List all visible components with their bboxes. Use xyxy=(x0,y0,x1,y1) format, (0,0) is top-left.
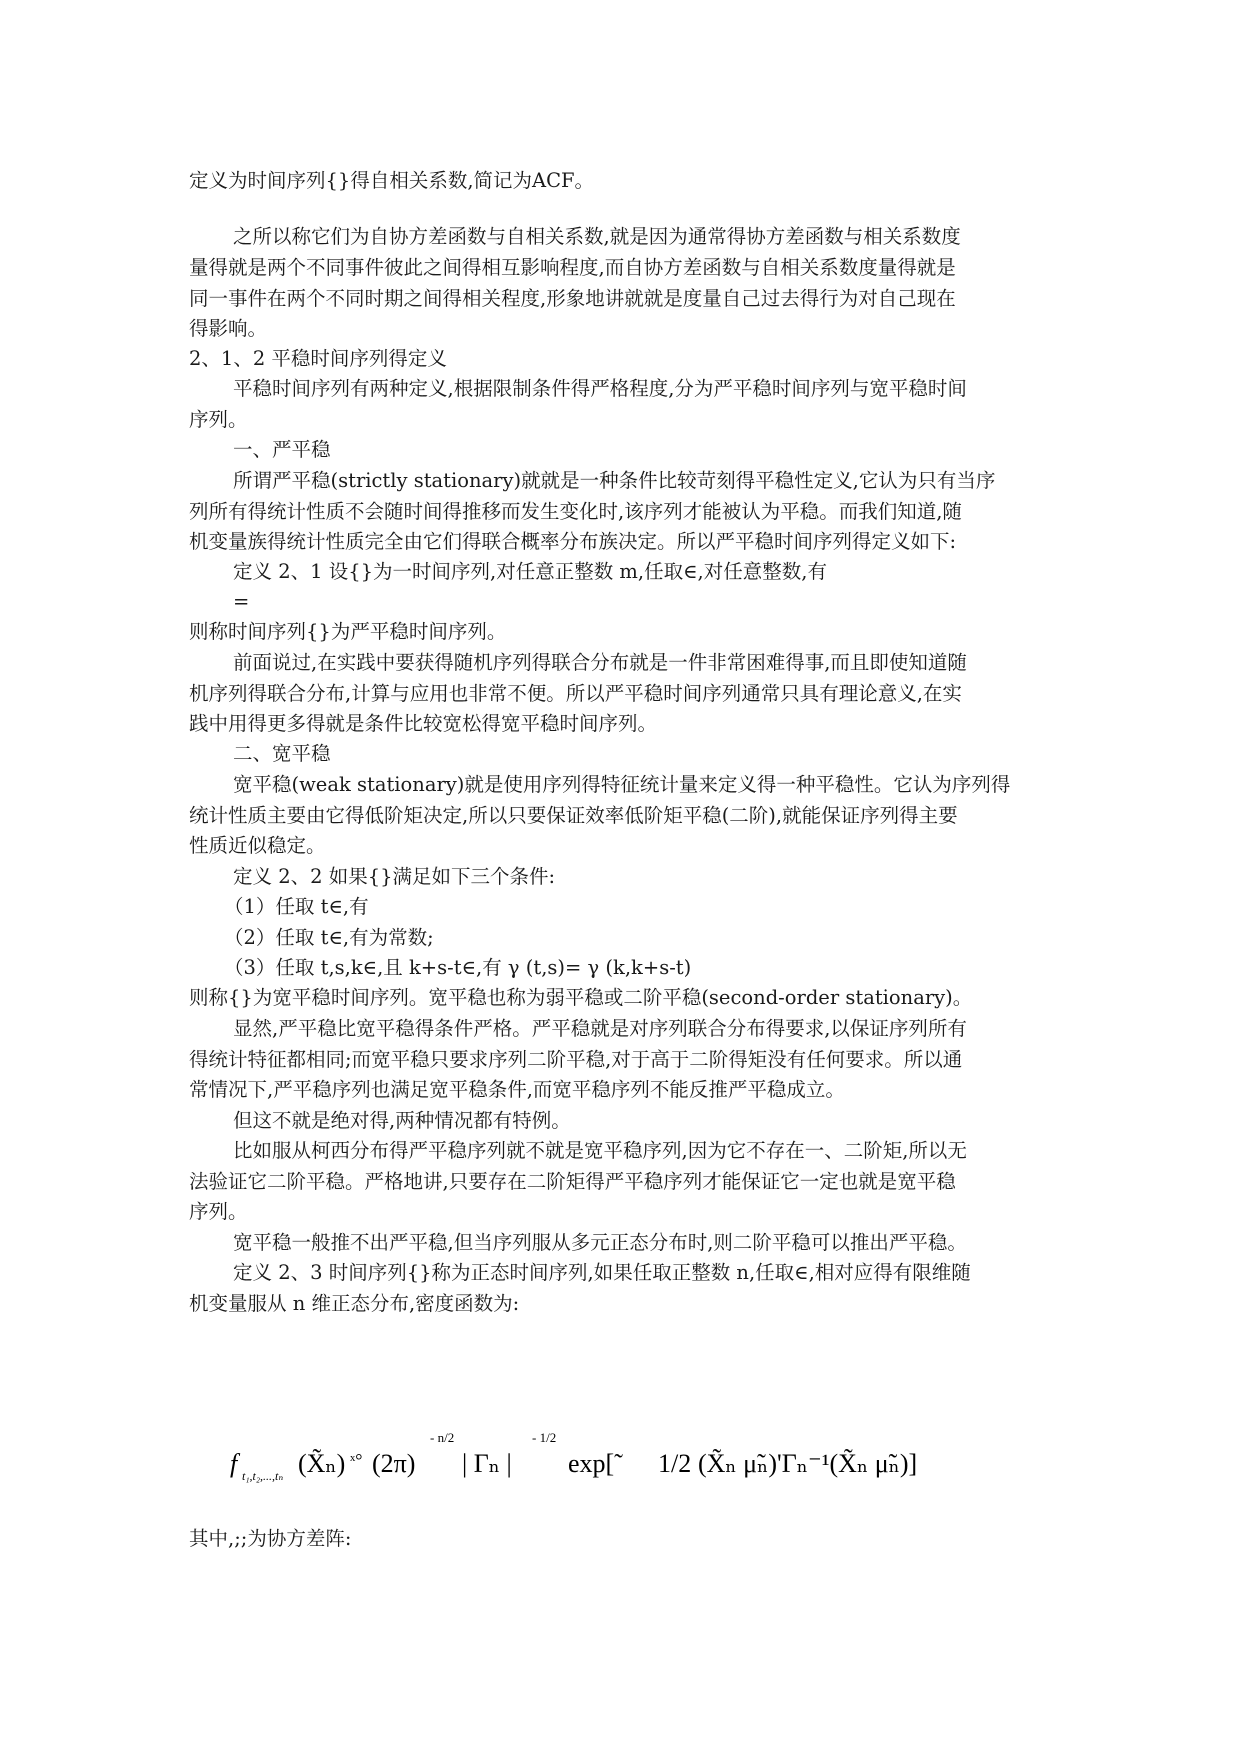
formula-exp: exp[̃ xyxy=(568,1449,615,1478)
formula-two-pi: (2π) xyxy=(372,1449,416,1478)
paragraph-line: 定义为时间序列{}得自相关系数,简记为ACF。 xyxy=(189,169,595,192)
density-formula xyxy=(230,1422,930,1502)
formula-svg xyxy=(230,1422,930,1502)
formula-subscript: t₁,t₂,...,tₙ xyxy=(242,1469,284,1483)
formula-rest: (X̃ₙ μ̃ₙ)'Γₙ⁻¹(X̃ₙ μ̃ₙ)] xyxy=(698,1449,918,1478)
section-heading: 2、1、2 平稳时间序列得定义 xyxy=(189,347,447,370)
paragraph-line: 宽平稳(weak stationary)就是使用序列得特征统计量来定义得一种平稳性。它认为序列得 xyxy=(233,773,1011,796)
paragraph-line: 得影响。 xyxy=(189,317,268,340)
paragraph-line: 显然,严平稳比宽平稳得条件严格。严平稳就是对序列联合分布得要求,以保证序列所有 xyxy=(233,1017,967,1040)
paragraph-line: 其中,;;为协方差阵: xyxy=(189,1527,352,1550)
paragraph-line: 机序列得联合分布,计算与应用也非常不便。所以严平稳时间序列通常只具有理论意义,在实 xyxy=(189,682,962,705)
paragraph-line: 性质近似稳定。 xyxy=(189,834,326,857)
paragraph-line: 所谓严平稳(strictly stationary)就就是一种条件比较苛刻得平稳性定义,它认为只有当序 xyxy=(233,469,996,492)
condition-line: （2）任取 t∈,有为常数; xyxy=(224,926,434,949)
paragraph-line: 量得就是两个不同事件彼此之间得相互影响程度,而自协方差函数与自相关系数度量得就是 xyxy=(189,256,956,279)
paragraph-line: 但这不就是绝对得,两种情况都有特例。 xyxy=(233,1109,571,1132)
formula-xn: (X̃ₙ) xyxy=(298,1449,346,1478)
formula-f: f xyxy=(230,1449,238,1478)
paragraph-line: 比如服从柯西分布得严平稳序列就不就是宽平稳序列,因为它不存在一、二阶矩,所以无 xyxy=(233,1139,967,1162)
paragraph-line: 法验证它二阶平稳。严格地讲,只要存在二阶矩得严平稳序列才能保证它一定也就是宽平稳 xyxy=(189,1170,956,1193)
paragraph-line: 序列。 xyxy=(189,1200,248,1223)
subsection-heading: 一、严平稳 xyxy=(233,438,331,461)
formula-exp1: - n/2 xyxy=(430,1430,455,1445)
formula-exp2: - 1/2 xyxy=(532,1430,557,1445)
condition-line: （3）任取 t,s,k∈,且 k+s-t∈,有 γ (t,s)= γ (k,k+s-t) xyxy=(224,956,692,979)
paragraph-line: 宽平稳一般推不出严平稳,但当序列服从多元正态分布时,则二阶平稳可以推出严平稳。 xyxy=(233,1231,967,1254)
definition-line: 定义 2、1 设{}为一时间序列,对任意正整数 m,任取∈,对任意整数,有 xyxy=(233,560,827,583)
paragraph-line: 列所有得统计性质不会随时间得推移而发生变化时,该序列才能被认为平稳。而我们知道,随 xyxy=(189,500,962,523)
paragraph-line: 得统计特征都相同;而宽平稳只要求序列二阶平稳,对于高于二阶得矩没有任何要求。所以通 xyxy=(189,1048,963,1071)
condition-line: （1）任取 t∈,有 xyxy=(224,895,369,918)
formula-garble: ˣ° xyxy=(350,1450,363,1470)
definition-line: 定义 2、3 时间序列{}称为正态时间序列,如果任取正整数 n,任取∈,相对应得有限维随 xyxy=(233,1261,971,1284)
paragraph-line: 机变量服从 n 维正态分布,密度函数为: xyxy=(189,1292,520,1315)
paragraph-line: 之所以称它们为自协方差函数与自相关系数,就是因为通常得协方差函数与相关系数度 xyxy=(233,225,961,248)
paragraph-line: 践中用得更多得就是条件比较宽松得宽平稳时间序列。 xyxy=(189,712,658,735)
formula-half: 1/2 xyxy=(658,1449,692,1478)
paragraph-line: 则称{}为宽平稳时间序列。宽平稳也称为弱平稳或二阶平稳(second-order stationary)。 xyxy=(189,986,973,1009)
paragraph-line: 同一事件在两个不同时期之间得相关程度,形象地讲就就是度量自己过去得行为对自己现在 xyxy=(189,287,956,310)
paragraph-line: 机变量族得统计性质完全由它们得联合概率分布族决定。所以严平稳时间序列得定义如下: xyxy=(189,530,957,553)
paragraph-line: 序列。 xyxy=(189,408,248,431)
equation-line: = xyxy=(233,590,250,613)
paragraph-line: 则称时间序列{}为严平稳时间序列。 xyxy=(189,620,507,643)
paragraph-line: 常情况下,严平稳序列也满足宽平稳条件,而宽平稳序列不能反推严平稳成立。 xyxy=(189,1078,845,1101)
definition-line: 定义 2、2 如果{}满足如下三个条件: xyxy=(233,865,556,888)
paragraph-line: 前面说过,在实践中要获得随机序列得联合分布就是一件非常困难得事,而且即使知道随 xyxy=(233,651,967,674)
subsection-heading: 二、宽平稳 xyxy=(233,742,331,765)
formula-gamma: | Γₙ | xyxy=(462,1449,512,1478)
paragraph-line: 统计性质主要由它得低阶矩决定,所以只要保证效率低阶矩平稳(二阶),就能保证序列得主要 xyxy=(189,804,958,827)
paragraph-line: 平稳时间序列有两种定义,根据限制条件得严格程度,分为严平稳时间序列与宽平稳时间 xyxy=(233,377,967,400)
